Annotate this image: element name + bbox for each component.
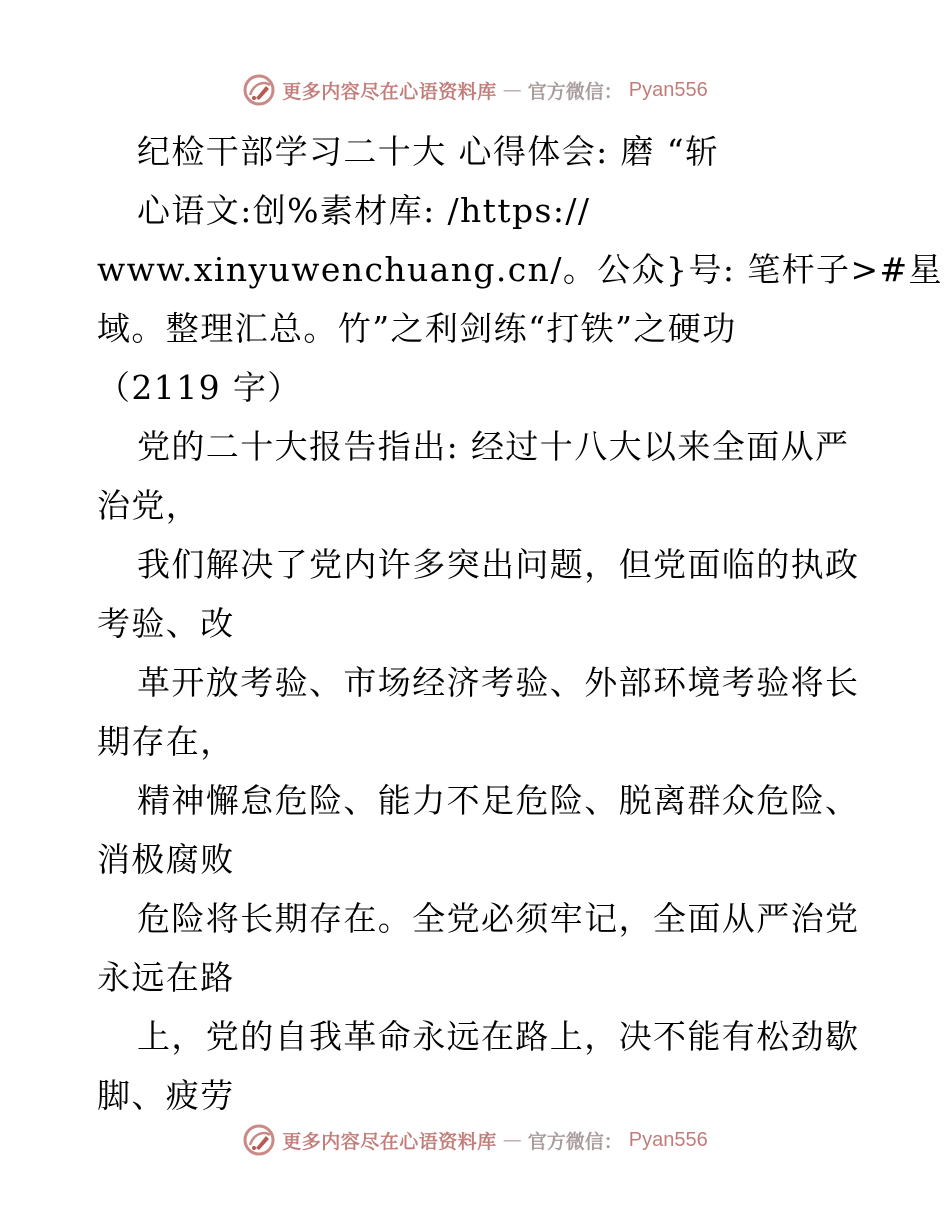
doc-line-word-count: （2119 字） — [97, 368, 302, 407]
pen-nib-logo-icon — [242, 73, 276, 107]
doc-line-url: www.xinyuwenchuang.cn/。公众}号: 笔杆子>#星 — [97, 250, 943, 289]
watermark-text: 更多内容尽在心语资料库 — [282, 80, 497, 103]
doc-line-paragraph: 脚、疲劳 — [97, 1076, 235, 1115]
doc-line-paragraph: 我们解决了党内许多突出问题，但党面临的执政 — [137, 545, 860, 584]
doc-line-paragraph: 革开放考验、市场经济考验、外部环境考验将长 — [137, 663, 860, 702]
doc-line-subtitle: 域。整理汇总。竹”之利剑练“打铁”之硬功 — [97, 309, 737, 348]
watermark-contact-label: 官方微信： — [527, 1130, 623, 1153]
watermark-separator: — — [502, 79, 522, 101]
watermark-content — [242, 1123, 708, 1157]
watermark-contact-id: Pyan556 — [628, 1128, 708, 1151]
watermark-text: 更多内容尽在心语资料库 — [282, 1130, 497, 1153]
doc-line-source: 心语文:创%素材库: /https:// — [137, 191, 591, 230]
pen-nib-logo-icon — [242, 1123, 276, 1157]
doc-line-paragraph: 危险将长期存在。全党必须牢记，全面从严治党 — [137, 899, 860, 938]
doc-line-paragraph: 党的二十大报告指出: 经过十八大以来全面从严 — [137, 427, 850, 466]
doc-line-paragraph: 考验、改 — [97, 604, 235, 643]
doc-line-paragraph: 期存在， — [97, 722, 235, 761]
doc-line-paragraph: 精神懈怠危险、能力不足危险、脱离群众危险、 — [137, 781, 860, 820]
watermark-content — [242, 73, 708, 107]
doc-line-paragraph: 上，党的自我革命永远在路上，决不能有松劲歇 — [137, 1017, 860, 1056]
footer-watermark-banner — [0, 1120, 950, 1160]
doc-line-paragraph: 消极腐败 — [97, 840, 235, 879]
watermark-contact-id: Pyan556 — [628, 78, 708, 101]
watermark-contact-label: 官方微信： — [527, 80, 623, 103]
doc-line-paragraph: 治党， — [97, 486, 201, 525]
header-watermark-banner — [0, 70, 950, 110]
watermark-separator: — — [502, 1129, 522, 1151]
document-body — [97, 122, 943, 1125]
doc-line-title: 纪检干部学习二十大 心得体会: 磨 “斩 — [137, 132, 720, 171]
doc-line-paragraph: 永远在路 — [97, 958, 235, 997]
